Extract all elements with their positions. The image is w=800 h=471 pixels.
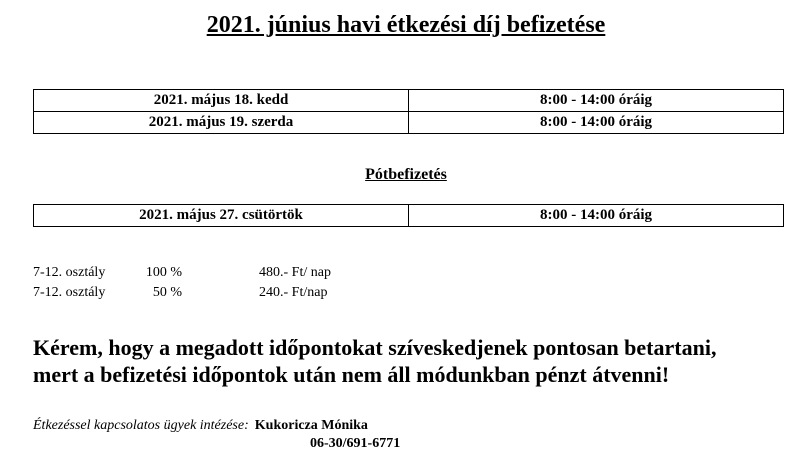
contact-phone: 06-30/691-6771 <box>310 436 401 451</box>
schedule-time-cell: 8:00 - 14:00 óráig <box>409 90 784 112</box>
fee-amount: 240.- Ft/nap <box>259 285 328 300</box>
schedule-time-cell: 8:00 - 14:00 óráig <box>409 112 784 134</box>
notice-line: mert a befizetési időpontok után nem áll módunkban pénzt átvenni! <box>33 362 670 387</box>
fee-percent: 100 % <box>145 265 182 280</box>
contact-label: Étkezéssel kapcsolatos ügyek intézése: <box>33 418 249 433</box>
fee-amount: 480.- Ft/ nap <box>259 265 331 280</box>
fee-class: 7-12. osztály <box>33 285 106 300</box>
table-row <box>34 205 784 227</box>
notice-line: Kérem, hogy a megadott időpontokat szíveskedjenek pontosan betartani, <box>33 335 717 360</box>
fee-percent: 50 % <box>152 285 182 300</box>
schedule-date-cell: 2021. május 18. kedd <box>34 90 409 112</box>
schedule-date-cell: 2021. május 27. csütörtök <box>34 205 409 227</box>
contact-name: Kukoricza Mónika <box>254 418 368 433</box>
extra-payment-table <box>33 204 784 227</box>
document-title: 2021. június havi étkezési díj befizetése <box>206 12 606 38</box>
fee-class: 7-12. osztály <box>33 265 106 280</box>
notice-paragraph <box>33 334 773 388</box>
table-row <box>34 112 784 134</box>
payment-schedule-table <box>33 89 784 134</box>
schedule-date-cell: 2021. május 19. szerda <box>34 112 409 134</box>
extra-payment-heading: Pótbefizetés <box>365 166 447 183</box>
table-row <box>34 90 784 112</box>
schedule-time-cell: 8:00 - 14:00 óráig <box>409 205 784 227</box>
contact-line <box>33 416 368 435</box>
